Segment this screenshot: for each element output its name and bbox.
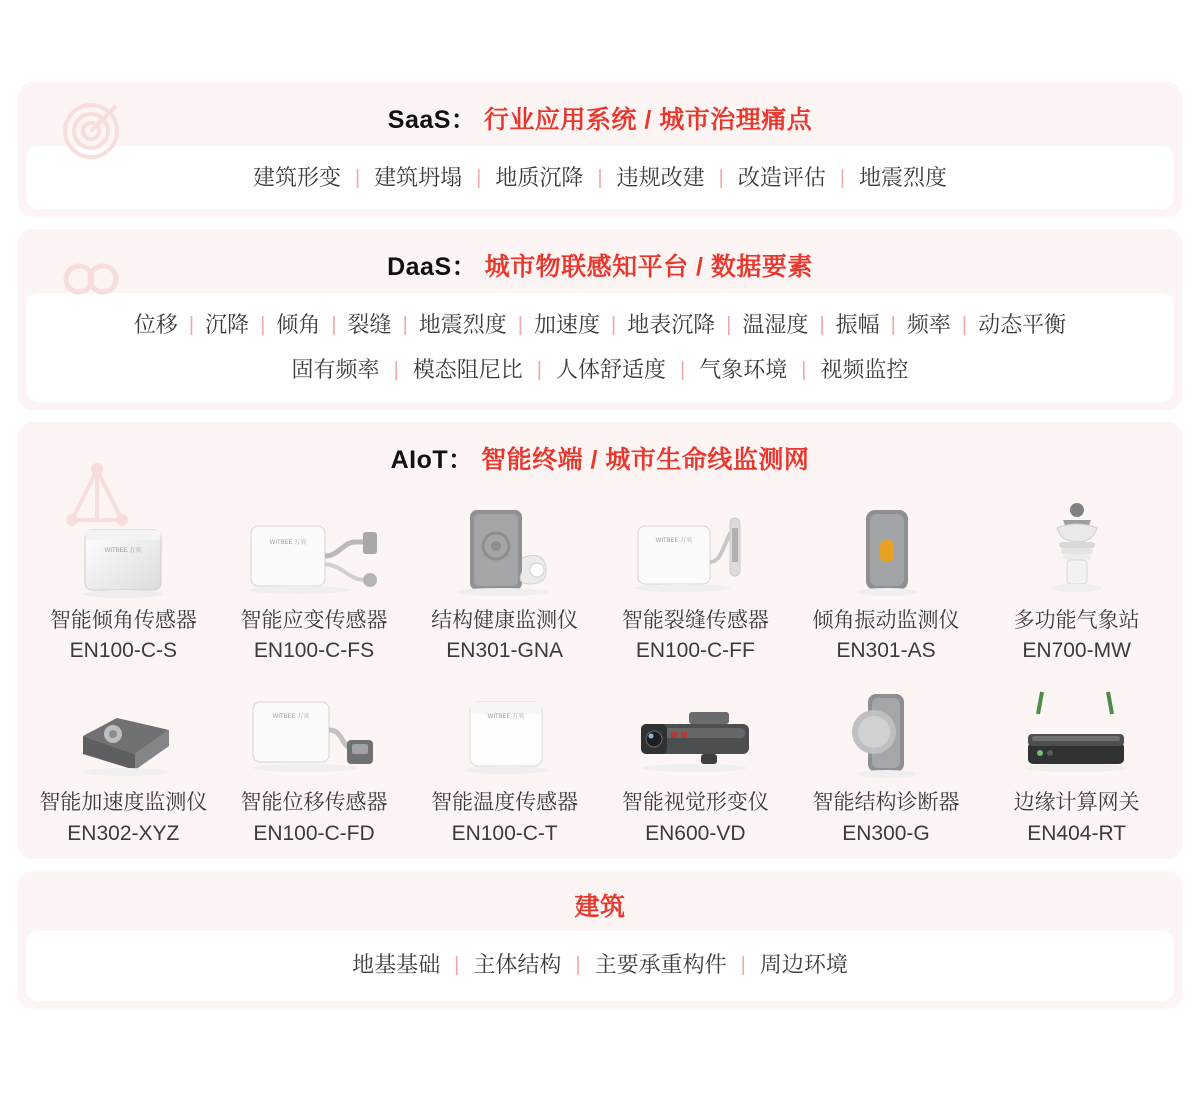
separator-icon: |	[331, 313, 337, 336]
tag-row	[36, 307, 1164, 342]
tag-item: 倾角	[276, 312, 321, 338]
device-model: EN100-C-FF	[635, 639, 755, 662]
tag-row	[36, 352, 1164, 387]
device-name: 智能应变传感器	[240, 608, 388, 632]
structural-health-monitor-icon	[409, 490, 600, 602]
separator-icon: |	[454, 953, 460, 976]
tag-item: 周边环境	[759, 952, 848, 978]
layer-subtitle: 建筑	[574, 893, 626, 922]
tag-item: 沉降	[205, 312, 250, 338]
layer-body-saas	[26, 146, 1174, 209]
tag-item: 动态平衡	[978, 312, 1067, 338]
tag-row	[36, 160, 1164, 195]
tag-item: 主要承重构件	[594, 952, 727, 978]
separator-icon: |	[819, 313, 825, 336]
layer-panel-daas	[18, 229, 1182, 409]
device-card[interactable]	[409, 672, 600, 849]
device-model: EN300-G	[842, 821, 930, 845]
device-card[interactable]	[600, 490, 791, 667]
svg-text:WITBEE 万宾: WITBEE 万宾	[655, 537, 693, 544]
layer-body-building	[26, 931, 1174, 1000]
tag-item: 振幅	[835, 312, 880, 338]
tag-item: 模态阻尼比	[412, 357, 523, 383]
separator-icon: |	[597, 166, 603, 189]
vision-deformation-camera-icon	[600, 672, 791, 784]
separator-icon: |	[740, 953, 746, 976]
layer-panel-aiot	[18, 422, 1182, 860]
layer-body-aiot	[18, 486, 1182, 860]
tag-item: 裂缝	[347, 312, 392, 338]
device-model: EN600-VD	[645, 821, 746, 845]
device-name: 智能裂缝传感器	[621, 608, 769, 632]
device-name: 智能加速度监测仪	[39, 791, 208, 815]
separator-icon: |	[961, 313, 968, 336]
separator-icon: |	[188, 313, 195, 336]
device-name: 智能倾角传感器	[49, 608, 197, 632]
device-name: 倾角振动监测仪	[812, 608, 960, 632]
layer-title-aiot	[18, 422, 1182, 486]
separator-icon: |	[393, 358, 399, 381]
tag-item: 地基基础	[352, 952, 441, 978]
device-card[interactable]	[791, 490, 982, 667]
separator-icon: |	[575, 953, 581, 976]
separator-icon: |	[718, 166, 724, 189]
strain-sensor-icon	[219, 490, 410, 602]
tag-item: 地质沉降	[495, 165, 584, 190]
displacement-sensor-icon	[219, 672, 410, 784]
infinity-loop-icon	[60, 245, 122, 307]
layer-title-daas	[18, 229, 1182, 293]
svg-text:WITBEE 万宾: WITBEE 万宾	[269, 539, 307, 546]
device-grid	[18, 486, 1182, 860]
device-card[interactable]	[28, 672, 219, 849]
device-name: 结构健康监测仪	[431, 608, 579, 632]
svg-text:WITBEE 万宾: WITBEE 万宾	[272, 714, 310, 721]
separator-icon: |	[801, 358, 807, 381]
device-card[interactable]	[791, 672, 982, 849]
device-card[interactable]	[409, 490, 600, 667]
svg-text:WITBEE 万宾: WITBEE 万宾	[487, 714, 524, 721]
separator-icon: |	[726, 313, 732, 336]
device-name: 智能视觉形变仪	[621, 791, 769, 815]
device-model: EN301-AS	[836, 639, 936, 662]
device-name: 智能结构诊断器	[812, 791, 960, 815]
tag-item: 主体结构	[473, 952, 562, 978]
tag-item: 地表沉降	[627, 312, 716, 338]
separator-icon: |	[517, 313, 523, 336]
tilt-vibration-monitor-icon	[791, 490, 982, 602]
tag-item: 建筑坍塌	[374, 165, 463, 190]
layer-panel-building	[18, 871, 1182, 1008]
device-model: EN404-RT	[1027, 821, 1127, 845]
separator-icon: |	[839, 166, 846, 189]
device-name: 多功能气象站	[1013, 608, 1140, 632]
tag-item: 位移	[133, 312, 178, 338]
weather-station-icon	[981, 490, 1172, 602]
svg-text:WITBEE 万宾: WITBEE 万宾	[104, 547, 142, 554]
device-model: EN100-C-S	[69, 639, 178, 662]
device-model: EN100-C-FS	[253, 639, 375, 662]
device-model: EN100-C-T	[451, 821, 558, 845]
separator-icon: |	[611, 313, 617, 336]
structure-diagnoser-icon	[791, 672, 982, 784]
tag-item: 气象环境	[699, 357, 788, 383]
device-model: EN700-MW	[1022, 639, 1131, 662]
layer-subtitle: 行业应用系统 / 城市治理痛点	[483, 106, 813, 134]
layer-subtitle: 城市物联感知平台 / 数据要素	[484, 253, 813, 282]
tag-row	[36, 947, 1164, 982]
crack-sensor-icon	[600, 490, 791, 602]
temperature-sensor-icon	[409, 672, 600, 784]
device-model: EN100-C-FD	[253, 821, 375, 845]
layer-title-saas	[18, 82, 1182, 146]
separator-icon: |	[536, 358, 542, 381]
device-card[interactable]	[219, 490, 410, 667]
layer-subtitle: 智能终端 / 城市生命线监测网	[481, 445, 810, 474]
device-name: 智能温度传感器	[431, 791, 579, 815]
device-card[interactable]	[219, 672, 410, 849]
tag-item: 视频监控	[820, 357, 909, 383]
device-card[interactable]	[600, 672, 791, 849]
separator-icon: |	[680, 358, 686, 381]
tag-item: 改造评估	[737, 165, 826, 190]
layer-title-building	[18, 871, 1182, 931]
device-model: EN302-XYZ	[67, 821, 180, 845]
tag-item: 固有频率	[291, 357, 380, 383]
tag-item: 温湿度	[742, 312, 809, 338]
layer-label: SaaS：	[387, 106, 477, 134]
device-name: 智能位移传感器	[240, 791, 388, 815]
separator-icon: |	[354, 166, 361, 189]
network-triangle-icon	[64, 460, 126, 522]
layer-body-daas	[26, 293, 1174, 401]
tag-item: 建筑形变	[252, 165, 341, 190]
device-name: 边缘计算网关	[1013, 791, 1140, 815]
tag-item: 人体舒适度	[555, 357, 666, 383]
separator-icon: |	[402, 313, 408, 336]
tag-item: 加速度	[533, 312, 600, 338]
tag-item: 地震烈度	[418, 312, 507, 338]
separator-icon: |	[476, 166, 482, 189]
edge-gateway-icon	[981, 672, 1172, 784]
device-model: EN301-GNA	[446, 639, 564, 662]
tag-item: 频率	[906, 312, 951, 338]
target-rings-icon	[60, 98, 122, 160]
acceleration-monitor-icon	[28, 672, 219, 784]
tag-item: 违规改建	[616, 165, 705, 190]
layer-label: AIoT：	[390, 445, 474, 474]
layer-label: DaaS：	[387, 253, 478, 282]
separator-icon: |	[260, 313, 266, 336]
device-card[interactable]	[981, 672, 1172, 849]
layer-panel-saas	[18, 82, 1182, 217]
tag-item: 地震烈度	[859, 165, 948, 190]
device-card[interactable]	[981, 490, 1172, 667]
separator-icon: |	[890, 313, 896, 336]
